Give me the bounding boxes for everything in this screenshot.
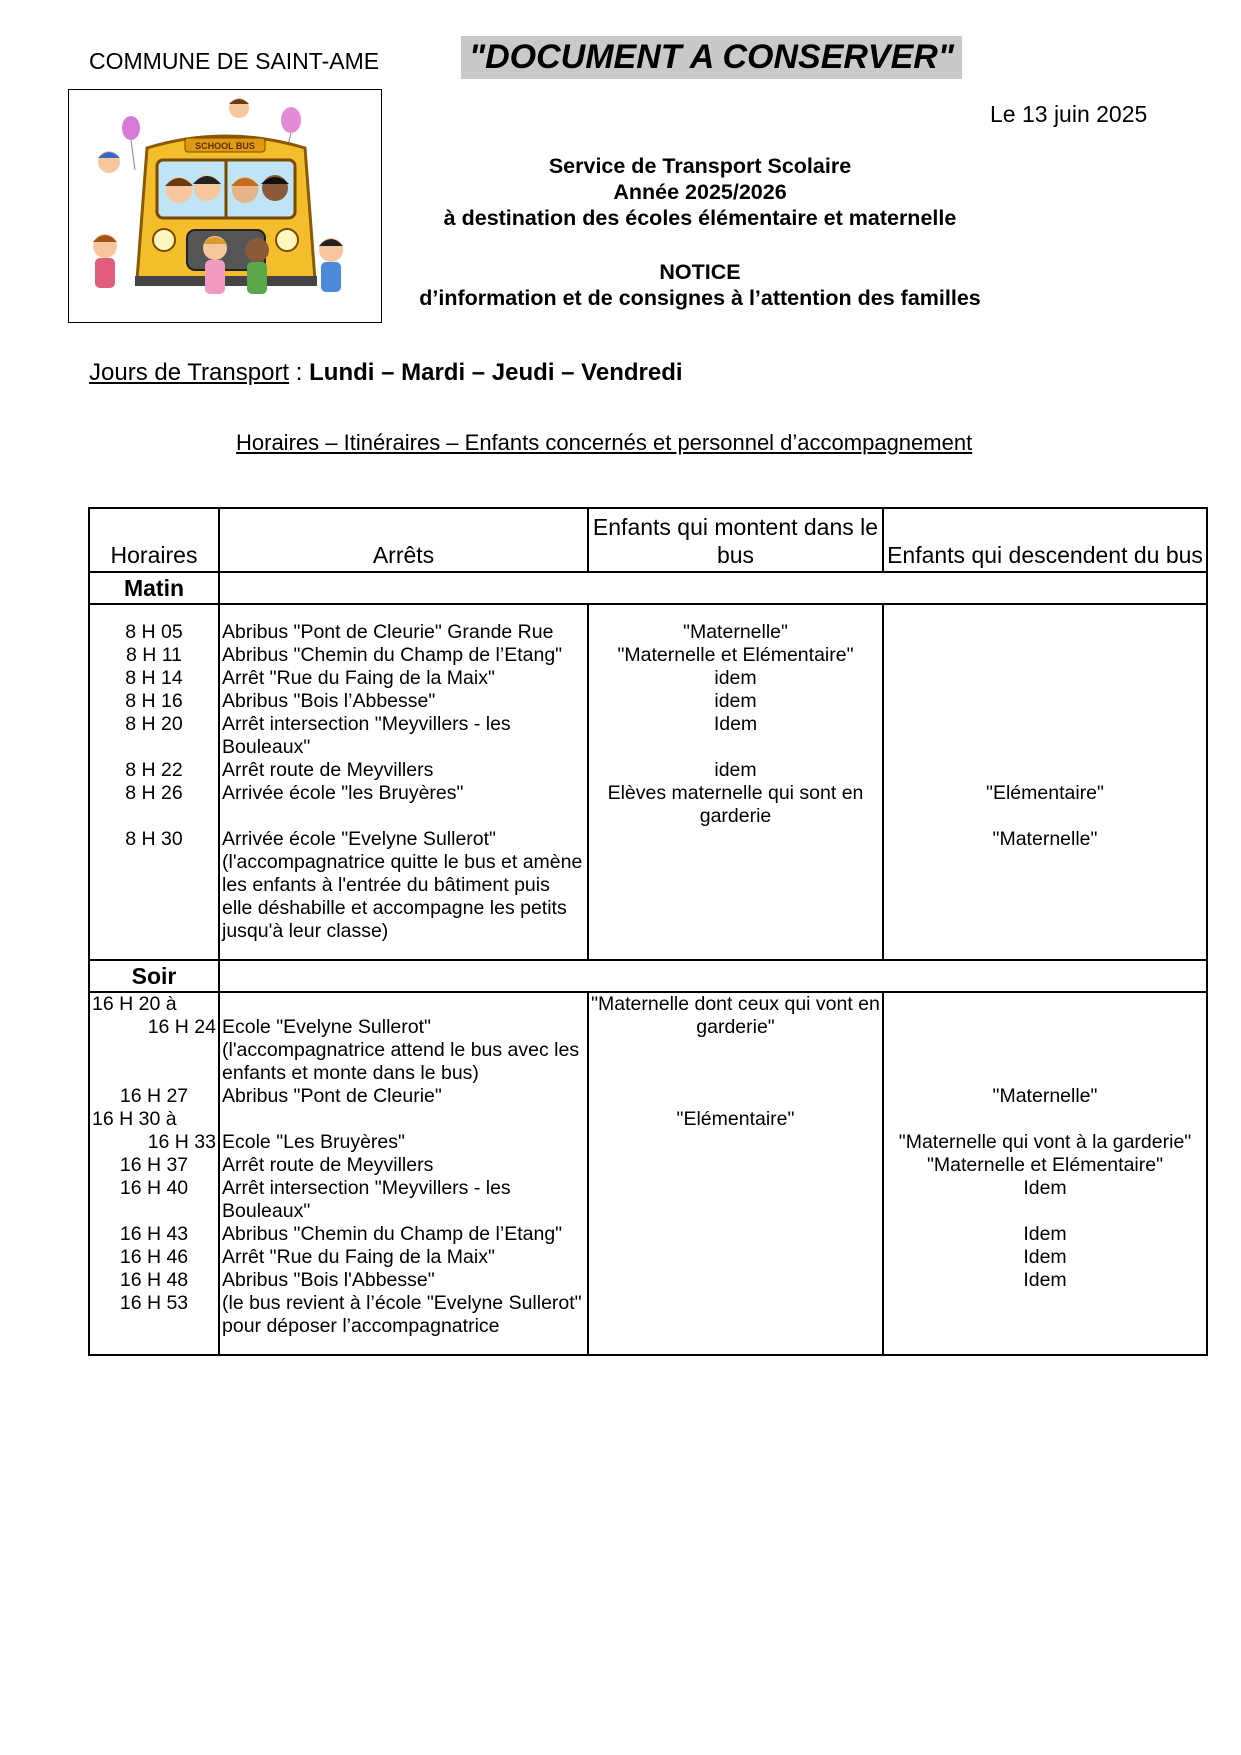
stop-cell: Arrêt "Rue du Faing de la Maix" xyxy=(219,667,588,690)
title-service: Service de Transport Scolaire xyxy=(548,154,852,178)
spacer-row xyxy=(89,943,1207,960)
time-cell xyxy=(89,1108,219,1154)
soir-spacer xyxy=(219,960,1207,992)
alight-cell xyxy=(883,621,1207,644)
stop-cell: Arrivée école "Evelyne Sullerot" (l'accompagnatrice quitte le bus et amène les enfants à l'entrée du bâtiment puis elle déshabille et accompagne les petits jusqu'à leur classe) xyxy=(219,828,588,943)
time-start: 16 H 30 à xyxy=(92,1108,177,1130)
stop-cell: Abribus "Bois l'Abbesse" xyxy=(219,1269,588,1292)
time-cell: 8 H 05 xyxy=(89,621,219,644)
board-cell: "Maternelle" xyxy=(588,621,883,644)
time-cell: 8 H 16 xyxy=(89,690,219,713)
table-row xyxy=(89,759,1207,782)
stop-cell: Abribus "Chemin du Champ de l’Etang" xyxy=(219,1223,588,1246)
header-arrets: Arrêts xyxy=(219,508,588,572)
spacer-cell xyxy=(883,943,1207,960)
table-row xyxy=(89,782,1207,828)
time-cell xyxy=(89,1246,219,1269)
time-start: 16 H 37 xyxy=(119,1154,189,1176)
time-start: 16 H 43 xyxy=(119,1223,189,1245)
board-cell: Idem xyxy=(588,713,883,759)
time-end: 16 H 24 xyxy=(147,1016,216,1038)
spacer-cell xyxy=(219,1338,588,1355)
stop-cell: Ecole "Evelyne Sullerot" (l'accompagnatrice attend le bus avec les enfants et monte dans le bus) xyxy=(219,992,588,1085)
time-cell xyxy=(89,1085,219,1108)
spacer-row xyxy=(89,604,1207,621)
notice-subtitle: d’information et de consignes à l’attention des familles xyxy=(419,286,981,310)
spacer-cell xyxy=(588,604,883,621)
time-start: 16 H 27 xyxy=(119,1085,189,1107)
time-start: 16 H 40 xyxy=(119,1177,189,1199)
time-cell: 8 H 30 xyxy=(89,828,219,943)
time-start: 16 H 53 xyxy=(119,1292,189,1314)
table-row xyxy=(89,828,1207,943)
spacer-cell xyxy=(89,604,219,621)
board-cell xyxy=(588,1223,883,1246)
alight-cell: "Maternelle et Elémentaire" xyxy=(883,1154,1207,1177)
stop-cell: Arrêt intersection "Meyvillers - les Bouleaux" xyxy=(219,1177,588,1223)
table-header-row xyxy=(89,508,1207,572)
alight-cell: Idem xyxy=(883,1246,1207,1269)
alight-cell: "Maternelle" xyxy=(883,828,1207,943)
board-cell: "Maternelle dont ceux qui vont en garderie" xyxy=(588,992,883,1085)
stop-cell: Arrêt route de Meyvillers xyxy=(219,759,588,782)
notice-title: NOTICE xyxy=(659,260,741,284)
spacer-cell xyxy=(89,943,219,960)
spacer-cell xyxy=(588,943,883,960)
time-cell xyxy=(89,1269,219,1292)
header-descendent: Enfants qui descendent du bus xyxy=(883,508,1207,572)
board-cell xyxy=(588,828,883,943)
table-row xyxy=(89,1108,1207,1154)
table-row xyxy=(89,1177,1207,1223)
commune-name: COMMUNE DE SAINT-AME xyxy=(89,48,380,74)
header-montent: Enfants qui montent dans le bus xyxy=(588,508,883,572)
board-cell: "Maternelle et Elémentaire" xyxy=(588,644,883,667)
time-start: 16 H 48 xyxy=(119,1269,189,1291)
time-end: 16 H 33 xyxy=(147,1131,216,1153)
schedule-table xyxy=(88,507,1208,1356)
header-horaires: Horaires xyxy=(89,508,219,572)
table-row xyxy=(89,1085,1207,1108)
alight-cell xyxy=(883,1292,1207,1338)
alight-cell: Idem xyxy=(883,1223,1207,1246)
board-cell: "Elémentaire" xyxy=(588,1108,883,1154)
alight-cell: "Maternelle qui vont à la garderie" xyxy=(883,1108,1207,1154)
board-cell xyxy=(588,1246,883,1269)
table-row xyxy=(89,1269,1207,1292)
table-row xyxy=(89,713,1207,759)
spacer-cell xyxy=(219,604,588,621)
table-row xyxy=(89,1246,1207,1269)
board-cell: Elèves maternelle qui sont en garderie xyxy=(588,782,883,828)
svg-text:SCHOOL BUS: SCHOOL BUS xyxy=(195,141,255,151)
time-cell: 8 H 14 xyxy=(89,667,219,690)
alight-cell: Idem xyxy=(883,1269,1207,1292)
board-cell xyxy=(588,1177,883,1223)
document-date: Le 13 juin 2025 xyxy=(990,101,1148,127)
board-cell: idem xyxy=(588,690,883,713)
time-cell: 8 H 26 xyxy=(89,782,219,828)
table-row xyxy=(89,667,1207,690)
table-row xyxy=(89,644,1207,667)
alight-cell xyxy=(883,992,1207,1085)
alight-cell xyxy=(883,644,1207,667)
transport-days-separator: : xyxy=(289,359,310,386)
school-bus-illustration xyxy=(68,89,382,323)
board-cell: idem xyxy=(588,667,883,690)
stop-cell: Abribus "Pont de Cleurie" Grande Rue xyxy=(219,621,588,644)
board-cell: idem xyxy=(588,759,883,782)
stop-cell: Abribus "Chemin du Champ de l’Etang" xyxy=(219,644,588,667)
alight-cell xyxy=(883,713,1207,759)
time-start: 16 H 46 xyxy=(119,1246,189,1268)
alight-cell xyxy=(883,759,1207,782)
soir-label: Soir xyxy=(89,960,219,992)
time-cell xyxy=(89,1154,219,1177)
spacer-cell xyxy=(883,1338,1207,1355)
time-cell xyxy=(89,1292,219,1338)
time-cell: 8 H 20 xyxy=(89,713,219,759)
matin-spacer xyxy=(219,572,1207,604)
stop-cell: Ecole "Les Bruyères" xyxy=(219,1108,588,1154)
board-cell xyxy=(588,1269,883,1292)
time-cell xyxy=(89,992,219,1085)
matin-label: Matin xyxy=(89,572,219,604)
transport-days-label: Jours de Transport xyxy=(89,359,290,386)
matin-row xyxy=(89,572,1207,604)
stop-cell: Arrêt intersection "Meyvillers - les Bouleaux" xyxy=(219,713,588,759)
time-cell xyxy=(89,1223,219,1246)
time-cell xyxy=(89,1177,219,1223)
soir-row xyxy=(89,960,1207,992)
alight-cell xyxy=(883,690,1207,713)
board-cell xyxy=(588,1292,883,1338)
time-cell: 8 H 22 xyxy=(89,759,219,782)
board-cell xyxy=(588,1154,883,1177)
table-row xyxy=(89,1223,1207,1246)
stop-cell: Arrivée école "les Bruyères" xyxy=(219,782,588,828)
board-cell xyxy=(588,1085,883,1108)
stop-cell: (le bus revient à l’école "Evelyne Sullerot" pour déposer l’accompagnatrice xyxy=(219,1292,588,1338)
stop-cell: Abribus "Bois l’Abbesse" xyxy=(219,690,588,713)
stop-cell: Abribus "Pont de Cleurie" xyxy=(219,1085,588,1108)
transport-days-list: Lundi – Mardi – Jeudi – Vendredi xyxy=(309,359,683,386)
spacer-cell xyxy=(883,604,1207,621)
table-row xyxy=(89,1292,1207,1338)
spacer-cell xyxy=(588,1338,883,1355)
school-bus-icon xyxy=(69,90,381,322)
alight-cell: "Maternelle" xyxy=(883,1085,1207,1108)
table-row xyxy=(89,1154,1207,1177)
spacer-row xyxy=(89,1338,1207,1355)
table-row xyxy=(89,690,1207,713)
document-a-conserver-banner: "DOCUMENT A CONSERVER" xyxy=(461,36,962,79)
spacer-cell xyxy=(219,943,588,960)
title-destination: à destination des écoles élémentaire et maternelle xyxy=(443,206,957,230)
table-row xyxy=(89,992,1207,1085)
stop-cell: Arrêt route de Meyvillers xyxy=(219,1154,588,1177)
table-row xyxy=(89,621,1207,644)
alight-cell xyxy=(883,667,1207,690)
schedule-section-title: Horaires – Itinéraires – Enfants concernés et personnel d’accompagnement xyxy=(236,430,973,455)
stop-cell: Arrêt "Rue du Faing de la Maix" xyxy=(219,1246,588,1269)
title-year: Année 2025/2026 xyxy=(613,180,787,204)
alight-cell: "Elémentaire" xyxy=(883,782,1207,828)
transport-days xyxy=(89,359,683,387)
time-cell: 8 H 11 xyxy=(89,644,219,667)
alight-cell: Idem xyxy=(883,1177,1207,1223)
spacer-cell xyxy=(89,1338,219,1355)
time-start: 16 H 20 à xyxy=(92,993,177,1015)
